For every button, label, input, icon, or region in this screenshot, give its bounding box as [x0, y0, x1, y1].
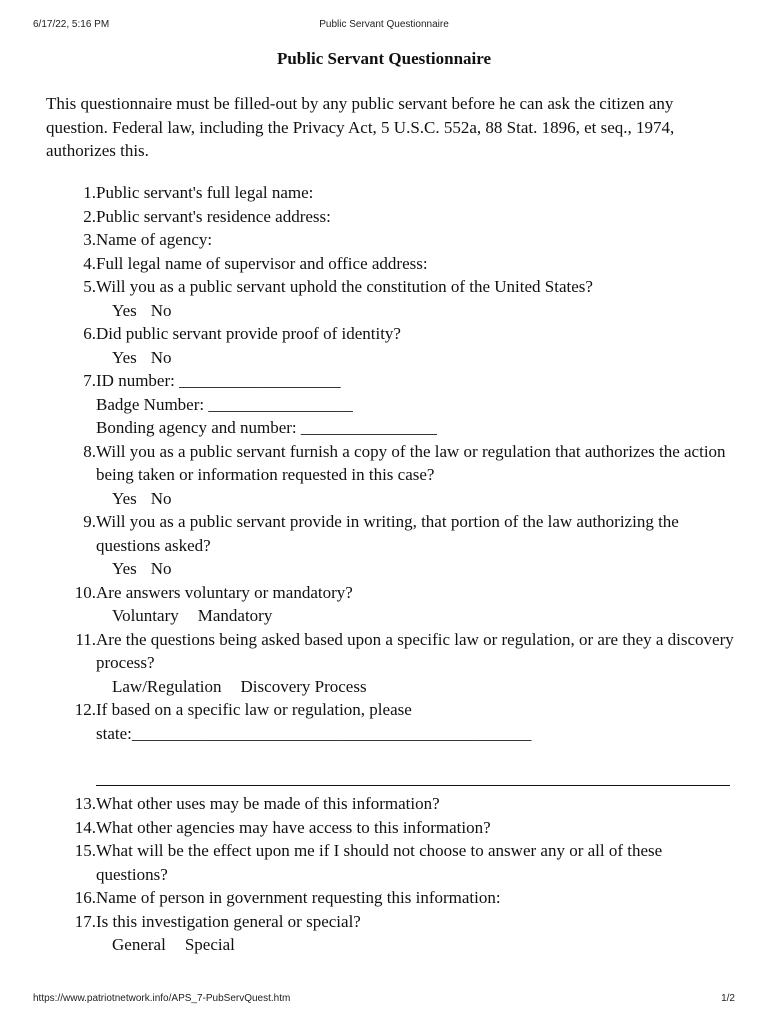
state-line: state:_______________________________________________ [96, 723, 532, 743]
question-13 [60, 792, 750, 816]
option-yes: Yes [112, 488, 137, 508]
answer-rule [96, 745, 736, 792]
question-number: 3. [83, 230, 96, 249]
answer-options [96, 933, 736, 957]
answer-options [96, 346, 736, 370]
question-12 [60, 698, 750, 792]
question-number: 16. [74, 888, 96, 907]
intro-paragraph: This questionnaire must be filled-out by any public servant before he can ask the citizen any question. Federal law, including the Privacy Act, 5 U.S.C. 552a, 88 Stat. 1896, et seq., 1974, authorizes this. [46, 94, 675, 160]
question-number: 7. [83, 371, 96, 390]
option-yes: Yes [112, 559, 137, 578]
question-number: 2. [83, 206, 96, 226]
question-text: Are answers voluntary or mandatory? [96, 582, 353, 602]
question-text: What other agencies may have access to this information? [96, 817, 491, 837]
option-no: No [150, 347, 172, 367]
option-special: Special [184, 935, 235, 954]
print-date: 6/17/22, 5:16 PM [33, 19, 110, 30]
question-1 [60, 181, 750, 205]
question-text: Public servant's residence address: [96, 206, 331, 226]
question-number: 12. [74, 700, 96, 719]
option-voluntary: Voluntary [112, 606, 179, 625]
id-number-line: ID number: ___________________ [96, 371, 341, 390]
question-text: Did public servant provide proof of identity? [96, 324, 401, 343]
question-number: 13. [74, 794, 96, 813]
question-5 [60, 275, 750, 322]
question-15 [60, 839, 750, 886]
question-text: Name of agency: [96, 230, 213, 249]
question-text: Will you as a public servant furnish a copy of the law or regulation that authorizes the action being taken or information requested in this case? [96, 441, 726, 484]
page-title: Public Servant Questionnaire [276, 49, 492, 68]
option-general: General [112, 935, 166, 954]
question-text: What will be the effect upon me if I should not choose to answer any or all of these questions? [96, 841, 663, 884]
option-no: No [150, 559, 172, 578]
question-10 [60, 581, 750, 628]
question-11 [60, 628, 750, 699]
footer-url: https://www.patriotnetwork.info/APS_7-PubServQuest.htm [33, 993, 291, 1004]
question-text: Are the questions being asked based upon a specific law or regulation, or are they a discovery process? [96, 629, 734, 672]
question-text: Will you as a public servant provide in writing, that portion of the law authorizing the questions asked? [96, 512, 679, 555]
question-number: 4. [83, 253, 96, 273]
footer-page-number: 1/2 [721, 993, 735, 1004]
question-number: 15. [74, 841, 96, 860]
question-text: Will you as a public servant uphold the constitution of the United States? [96, 277, 593, 296]
print-header-title: Public Servant Questionnaire [319, 19, 449, 30]
question-14 [60, 816, 750, 840]
option-mandatory: Mandatory [197, 606, 273, 625]
question-text: If based on a specific law or regulation, please [96, 700, 412, 719]
bonding-agency-line: Bonding agency and number: ________________ [96, 418, 437, 437]
option-law-regulation: Law/Regulation [112, 676, 222, 696]
answer-options [96, 604, 736, 628]
question-text: Name of person in government requesting this information: [96, 888, 501, 907]
question-number: 8. [83, 441, 96, 461]
option-no: No [150, 300, 172, 320]
question-number: 17. [74, 911, 96, 931]
question-6 [60, 322, 750, 369]
question-2 [60, 205, 750, 229]
question-list [60, 181, 750, 957]
question-9 [60, 510, 750, 581]
question-number: 6. [83, 324, 96, 343]
question-text: What other uses may be made of this information? [96, 794, 440, 813]
question-7 [60, 369, 750, 440]
badge-number-line: Badge Number: _________________ [96, 394, 353, 414]
option-no: No [150, 488, 172, 508]
option-yes: Yes [112, 347, 137, 367]
question-16 [60, 886, 750, 910]
answer-options [96, 487, 736, 511]
question-8 [60, 440, 750, 511]
question-text: Is this investigation general or special? [96, 911, 361, 931]
question-number: 5. [83, 277, 96, 296]
question-3 [60, 228, 750, 252]
question-number: 9. [83, 512, 96, 531]
question-text: Full legal name of supervisor and office address: [96, 253, 428, 273]
question-text: Public servant's full legal name: [96, 183, 314, 202]
question-4 [60, 252, 750, 276]
answer-options [96, 299, 736, 323]
question-number: 10. [74, 582, 96, 602]
question-17 [60, 910, 750, 957]
option-discovery-process: Discovery Process [240, 676, 367, 696]
option-yes: Yes [112, 300, 137, 320]
answer-options [96, 675, 736, 699]
question-number: 14. [74, 817, 96, 837]
answer-options [96, 557, 736, 581]
question-number: 1. [83, 183, 96, 202]
question-number: 11. [75, 629, 96, 649]
